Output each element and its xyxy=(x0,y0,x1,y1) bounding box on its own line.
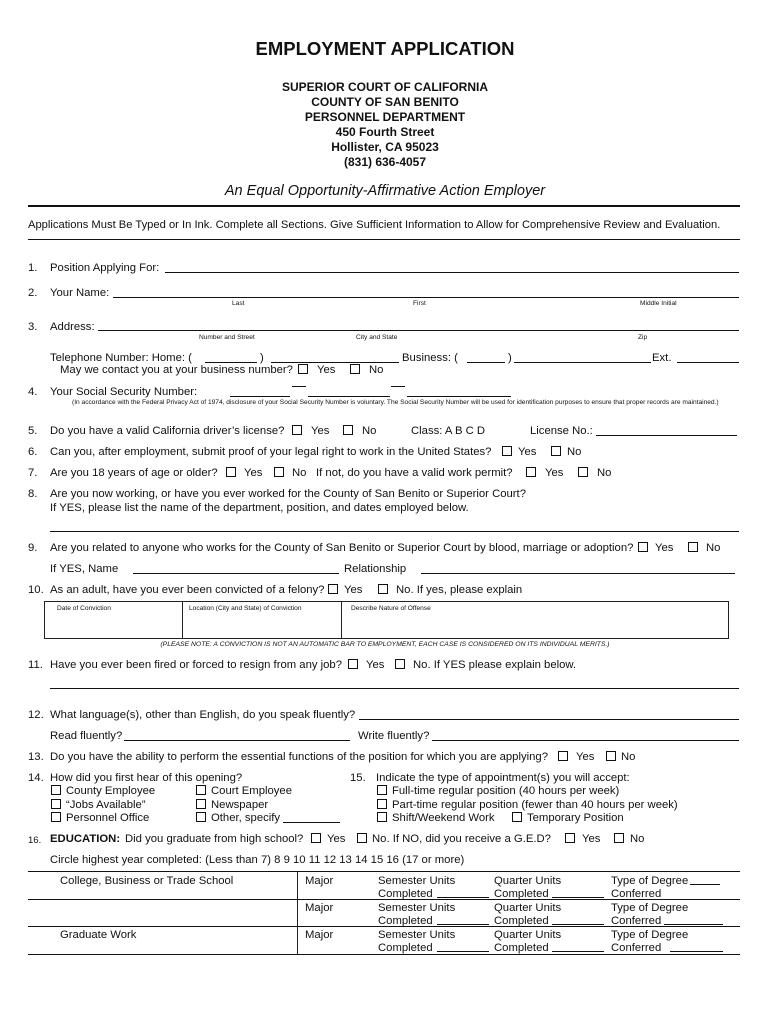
no-label: No xyxy=(706,542,721,554)
col-date-of-conviction: Date of Conviction xyxy=(57,605,111,612)
q9-number: 9. xyxy=(28,542,38,554)
org-line: Hollister, CA 95023 xyxy=(331,140,439,154)
degree-type-label: Type of Degree xyxy=(611,929,689,941)
hs-yes-checkbox[interactable] xyxy=(311,833,321,843)
no-label: No xyxy=(597,467,612,479)
ssn-dash xyxy=(292,386,306,387)
related-no-checkbox[interactable] xyxy=(688,542,698,552)
opt-personnel-office: Personnel Office xyxy=(66,812,150,824)
relative-name-label: If YES, Name xyxy=(50,563,119,575)
semester-units-field[interactable] xyxy=(437,897,489,898)
table-divider xyxy=(182,602,183,638)
quarter-units-field[interactable] xyxy=(552,897,604,898)
semester-completed-label: Completed xyxy=(378,915,433,927)
relative-name-field[interactable] xyxy=(133,573,339,574)
col-nature-of-offense: Describe Nature of Offense xyxy=(351,605,431,612)
ged-yes-checkbox[interactable] xyxy=(565,833,575,843)
q2-number: 2. xyxy=(28,287,38,299)
no-label: No xyxy=(630,833,645,845)
no-label: No xyxy=(567,446,582,458)
degree-conferred-field[interactable] xyxy=(670,951,723,952)
table-divider xyxy=(341,602,342,638)
yes-label: Yes xyxy=(317,364,336,376)
ssn-part1-field[interactable] xyxy=(230,396,290,397)
related-yes-checkbox[interactable] xyxy=(638,542,648,552)
q9-label: Are you related to anyone who works for the County of San Benito or Superior Court by blood, marriage or adoption? xyxy=(50,542,634,554)
work-proof-yes-checkbox[interactable] xyxy=(502,446,512,456)
temporary-checkbox[interactable] xyxy=(512,812,522,822)
q15-label: Indicate the type of appointment(s) you will accept: xyxy=(376,772,630,784)
quarter-completed-label: Completed xyxy=(494,942,549,954)
read-label: Read fluently? xyxy=(50,730,123,742)
privacy-note: (In accordance with the Federal Privacy Act of 1974, disclosure of your Social Security Number is voluntary. The Social Security Number will be used for identification purposes to ensure that proper records are maintained.) xyxy=(72,399,719,406)
quarter-units-label: Quarter Units xyxy=(494,929,562,941)
license-number-field[interactable] xyxy=(596,435,737,436)
conviction-table xyxy=(44,601,729,639)
yes-label: Yes xyxy=(655,542,674,554)
business-area-code-field[interactable] xyxy=(467,362,505,363)
q1-number: 1. xyxy=(28,262,38,274)
semester-units-label: Semester Units xyxy=(378,929,456,941)
q12-number: 12. xyxy=(28,709,44,721)
q2-label: Your Name: xyxy=(50,287,110,299)
eoe-statement: An Equal Opportunity-Affirmative Action Employer xyxy=(224,183,546,199)
fired-no-checkbox[interactable] xyxy=(395,659,405,669)
name-sub-middle: Middle Initial xyxy=(640,300,677,307)
read-field[interactable] xyxy=(124,740,350,741)
quarter-completed-label: Completed xyxy=(494,915,549,927)
business-label: Business: ( xyxy=(402,352,458,364)
degree-conferred-label: Conferred xyxy=(611,888,662,900)
contact-yes-checkbox[interactable] xyxy=(298,364,308,374)
full-time-checkbox[interactable] xyxy=(377,785,387,795)
yes-label: Yes xyxy=(366,659,385,671)
org-line: (831) 636-4057 xyxy=(343,155,427,169)
q8-number: 8. xyxy=(28,488,38,500)
address-field[interactable] xyxy=(98,330,739,331)
county-employee-checkbox[interactable] xyxy=(51,785,61,795)
felony-explain-label: No. If yes, please explain xyxy=(396,584,523,596)
semester-units-field[interactable] xyxy=(437,951,489,952)
semester-completed-label: Completed xyxy=(378,942,433,954)
permit-no-checkbox[interactable] xyxy=(578,467,588,477)
work-proof-no-checkbox[interactable] xyxy=(551,446,561,456)
yes-label: Yes xyxy=(327,833,346,845)
highest-year-line: Circle highest year completed: (Less than 7) 8 9 10 11 12 13 14 15 16 (17 or more) xyxy=(50,854,465,866)
relationship-label: Relationship xyxy=(344,563,407,575)
ext-field[interactable] xyxy=(677,362,739,363)
phone-home-label: Telephone Number: Home: ( xyxy=(50,352,192,364)
q5-label: Do you have a valid California driver’s license? xyxy=(50,425,285,437)
fired-yes-checkbox[interactable] xyxy=(348,659,358,669)
q10-number: 10. xyxy=(28,584,44,596)
q14-number: 14. xyxy=(28,772,44,784)
ability-yes-checkbox[interactable] xyxy=(558,751,568,761)
felony-yes-checkbox[interactable] xyxy=(328,584,338,594)
quarter-units-label: Quarter Units xyxy=(494,902,562,914)
q15-number: 15. xyxy=(350,772,366,784)
quarter-completed-label: Completed xyxy=(494,888,549,900)
shift-weekend-checkbox[interactable] xyxy=(377,812,387,822)
yes-label: Yes xyxy=(244,467,263,479)
q13-label: Do you have the ability to perform the essential functions of the position for which you are applying? xyxy=(50,751,548,763)
business-phone-field[interactable] xyxy=(514,362,651,363)
languages-field[interactable] xyxy=(359,719,739,720)
opt-temporary: Temporary Position xyxy=(527,812,624,824)
opt-county-employee: County Employee xyxy=(66,785,156,797)
felony-no-checkbox[interactable] xyxy=(378,584,388,594)
no-label: No xyxy=(292,467,307,479)
paren-close: ) xyxy=(508,352,512,364)
semester-completed-label: Completed xyxy=(378,888,433,900)
ged-question: No. If NO, did you receive a G.E.D? xyxy=(372,833,551,845)
q8-line2: If YES, please list the name of the department, position, and dates employed below. xyxy=(50,502,469,514)
age-yes-checkbox[interactable] xyxy=(226,467,236,477)
q13-number: 13. xyxy=(28,751,44,763)
degree-conferred-label: Conferred xyxy=(611,915,662,927)
opt-court-employee: Court Employee xyxy=(211,785,292,797)
q12-label: What language(s), other than English, do you speak fluently? xyxy=(50,709,356,721)
yes-label: Yes xyxy=(344,584,363,596)
yes-label: Yes xyxy=(576,751,595,763)
address-sub-street: Number and Street xyxy=(199,334,255,341)
other-checkbox[interactable] xyxy=(196,812,206,822)
quarter-units-field[interactable] xyxy=(552,951,604,952)
age-no-checkbox[interactable] xyxy=(274,467,284,477)
edu-school-label: College, Business or Trade School xyxy=(60,875,234,887)
degree-conferred-label: Conferred xyxy=(611,942,662,954)
opt-part-time: Part-time regular position (fewer than 40 hours per week) xyxy=(392,799,678,811)
q11-label: Have you ever been fired or forced to resign from any job? xyxy=(50,659,342,671)
opt-jobs-available: “Jobs Available” xyxy=(66,799,146,811)
org-line: SUPERIOR COURT OF CALIFORNIA xyxy=(282,80,488,94)
no-label: No xyxy=(369,364,384,376)
q6-number: 6. xyxy=(28,446,38,458)
quarter-units-field[interactable] xyxy=(552,924,604,925)
table-top-rule xyxy=(28,871,740,872)
degree-type-field[interactable] xyxy=(690,884,720,885)
opt-full-time: Full-time regular position (40 hours per week) xyxy=(392,785,620,797)
org-line: COUNTY OF SAN BENITO xyxy=(311,95,459,109)
employment-history-field[interactable] xyxy=(50,531,739,532)
divider xyxy=(28,205,740,207)
org-block xyxy=(0,80,770,170)
part-time-checkbox[interactable] xyxy=(377,799,387,809)
permit-yes-checkbox[interactable] xyxy=(526,467,536,477)
yes-label: Yes xyxy=(518,446,537,458)
ssn-part2-field[interactable] xyxy=(308,396,390,397)
license-no-checkbox[interactable] xyxy=(343,425,353,435)
degree-conferred-field[interactable] xyxy=(664,924,723,925)
instructions: Applications Must Be Typed or In Ink. Complete all Sections. Give Sufficient Information to Allow for Comprehensive Review and Evaluation. xyxy=(28,219,721,231)
fired-explain-label: No. If YES please explain below. xyxy=(413,659,577,671)
paren-close: ) xyxy=(260,352,264,364)
conviction-note: (PLEASE NOTE: A CONVICTION IS NOT AN AUTOMATIC BAR TO EMPLOYMENT, EACH CASE IS CONSIDERED ON ITS INDIVIDUAL MERITS.) xyxy=(160,641,610,648)
q16-number: 16. xyxy=(28,835,42,846)
opt-other: Other, specify xyxy=(211,812,281,824)
ability-no-checkbox[interactable] xyxy=(606,751,616,761)
hs-no-checkbox[interactable] xyxy=(357,833,367,843)
fired-explanation-field[interactable] xyxy=(50,688,739,689)
q10-label: As an adult, have you ever been convicted of a felony? xyxy=(50,584,325,596)
edu-school-label: Graduate Work xyxy=(60,929,137,941)
degree-type-label: Type of Degree xyxy=(611,875,689,887)
q4-number: 4. xyxy=(28,386,38,398)
yes-label: Yes xyxy=(545,467,564,479)
contact-question: May we contact you at your business number? xyxy=(60,364,293,376)
semester-units-label: Semester Units xyxy=(378,902,456,914)
address-sub-city: City and State xyxy=(356,334,398,341)
degree-type-label: Type of Degree xyxy=(611,902,689,914)
edu-major-label: Major xyxy=(305,929,334,941)
q11-number: 11. xyxy=(28,659,43,671)
name-sub-last: Last xyxy=(232,300,245,307)
other-specify-field[interactable] xyxy=(283,822,340,823)
no-label: No xyxy=(362,425,377,437)
q1-label: Position Applying For: xyxy=(50,262,160,274)
semester-units-label: Semester Units xyxy=(378,875,456,887)
ext-label: Ext. xyxy=(652,352,672,364)
yes-label: Yes xyxy=(311,425,330,437)
ssn-dash xyxy=(391,386,405,387)
org-line: 450 Fourth Street xyxy=(335,125,435,139)
org-line: PERSONNEL DEPARTMENT xyxy=(304,110,466,124)
newspaper-checkbox[interactable] xyxy=(196,799,206,809)
no-label: No xyxy=(621,751,636,763)
q16-label: Did you graduate from high school? xyxy=(125,833,304,845)
semester-units-field[interactable] xyxy=(437,924,489,925)
quarter-units-label: Quarter Units xyxy=(494,875,562,887)
divider xyxy=(28,239,740,240)
name-sub-first: First xyxy=(413,300,426,307)
ged-no-checkbox[interactable] xyxy=(614,833,624,843)
position-field[interactable] xyxy=(165,272,739,273)
jobs-available-checkbox[interactable] xyxy=(51,799,61,809)
license-class: Class: A B C D xyxy=(411,425,486,437)
q3-number: 3. xyxy=(28,321,38,333)
col-location: Location (City and State) of Conviction xyxy=(189,605,302,612)
q3-label: Address: xyxy=(50,321,95,333)
personnel-office-checkbox[interactable] xyxy=(51,812,61,822)
q7-number: 7. xyxy=(28,467,38,479)
opt-shift-weekend: Shift/Weekend Work xyxy=(392,812,495,824)
license-yes-checkbox[interactable] xyxy=(292,425,302,435)
relationship-field[interactable] xyxy=(421,573,735,574)
education-label: EDUCATION: xyxy=(50,833,121,845)
q8-line1: Are you now working, or have you ever worked for the County of San Benito or Superior Court? xyxy=(50,488,526,500)
permit-question: If not, do you have a valid work permit? xyxy=(316,467,513,479)
court-employee-checkbox[interactable] xyxy=(196,785,206,795)
table-divider xyxy=(297,872,298,954)
edu-major-label: Major xyxy=(305,902,334,914)
name-field[interactable] xyxy=(113,297,739,298)
write-label: Write fluently? xyxy=(358,730,430,742)
address-sub-zip: Zip xyxy=(638,334,648,341)
q7-label: Are you 18 years of age or older? xyxy=(50,467,218,479)
q5-number: 5. xyxy=(28,425,38,437)
q6-label: Can you, after employment, submit proof of your legal right to work in the United States? xyxy=(50,446,492,458)
contact-no-checkbox[interactable] xyxy=(350,364,360,374)
license-number-label: License No.: xyxy=(530,425,593,437)
edu-major-label: Major xyxy=(305,875,334,887)
q14-label: How did you first hear of this opening? xyxy=(50,772,243,784)
opt-newspaper: Newspaper xyxy=(211,799,269,811)
ssn-part3-field[interactable] xyxy=(407,396,511,397)
write-field[interactable] xyxy=(432,740,739,741)
yes-label: Yes xyxy=(582,833,601,845)
form-title: EMPLOYMENT APPLICATION xyxy=(255,38,515,59)
q4-label: Your Social Security Number: xyxy=(50,386,198,398)
